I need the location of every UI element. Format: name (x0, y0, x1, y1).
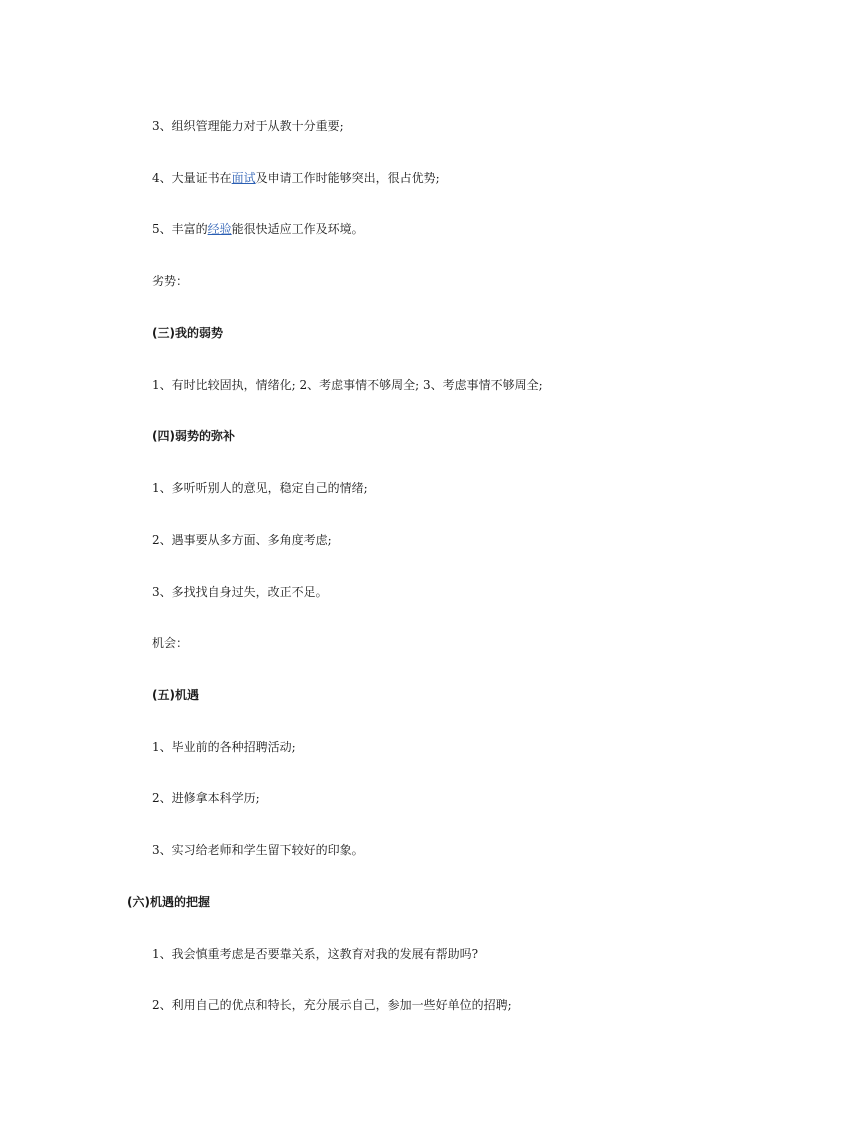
grasp-item-1: 1、我会慎重考虑是否要靠关系，这教育对我的发展有帮助吗? (152, 947, 479, 961)
strength-item-4 (152, 170, 440, 186)
opportunity-item-3: 3、实习给老师和学生留下较好的印象。 (152, 843, 364, 857)
remedy-item-3: 3、多找找自身过失，改正不足。 (152, 585, 328, 599)
opportunity-item-1: 1、毕业前的各种招聘活动; (152, 740, 296, 754)
section-3-heading: (三)我的弱势 (152, 326, 223, 340)
grasp-item-2: 2、利用自己的优点和特长，充分展示自己，参加一些好单位的招聘; (152, 998, 512, 1012)
strength-item-5-prefix: 5、丰富的 (152, 222, 208, 236)
opportunity-item-2: 2、进修拿本科学历; (152, 791, 260, 805)
section-6-heading: (六)机遇的把握 (127, 895, 210, 909)
strength-item-4-prefix: 4、大量证书在 (152, 171, 232, 185)
remedy-item-1: 1、多听听别人的意见，稳定自己的情绪; (152, 481, 368, 495)
section-4-heading: (四)弱势的弥补 (152, 429, 235, 443)
interview-link[interactable]: 面试 (231, 171, 256, 185)
strength-item-3: 3、组织管理能力对于从教十分重要; (152, 119, 344, 133)
remedy-item-2: 2、遇事要从多方面、多角度考虑; (152, 533, 332, 547)
strength-item-5-suffix: 能很快适应工作及环境。 (231, 222, 364, 236)
experience-link[interactable]: 经验 (207, 222, 232, 236)
weakness-items: 1、有时比较固执，情绪化; 2、考虑事情不够周全; 3、考虑事情不够周全; (152, 378, 543, 392)
strength-item-5 (152, 221, 364, 237)
strength-item-4-suffix: 及申请工作时能够突出，很占优势; (255, 171, 440, 185)
weakness-label: 劣势： (152, 274, 189, 288)
section-5-heading: (五)机遇 (152, 688, 199, 702)
opportunity-label: 机会： (152, 636, 189, 650)
